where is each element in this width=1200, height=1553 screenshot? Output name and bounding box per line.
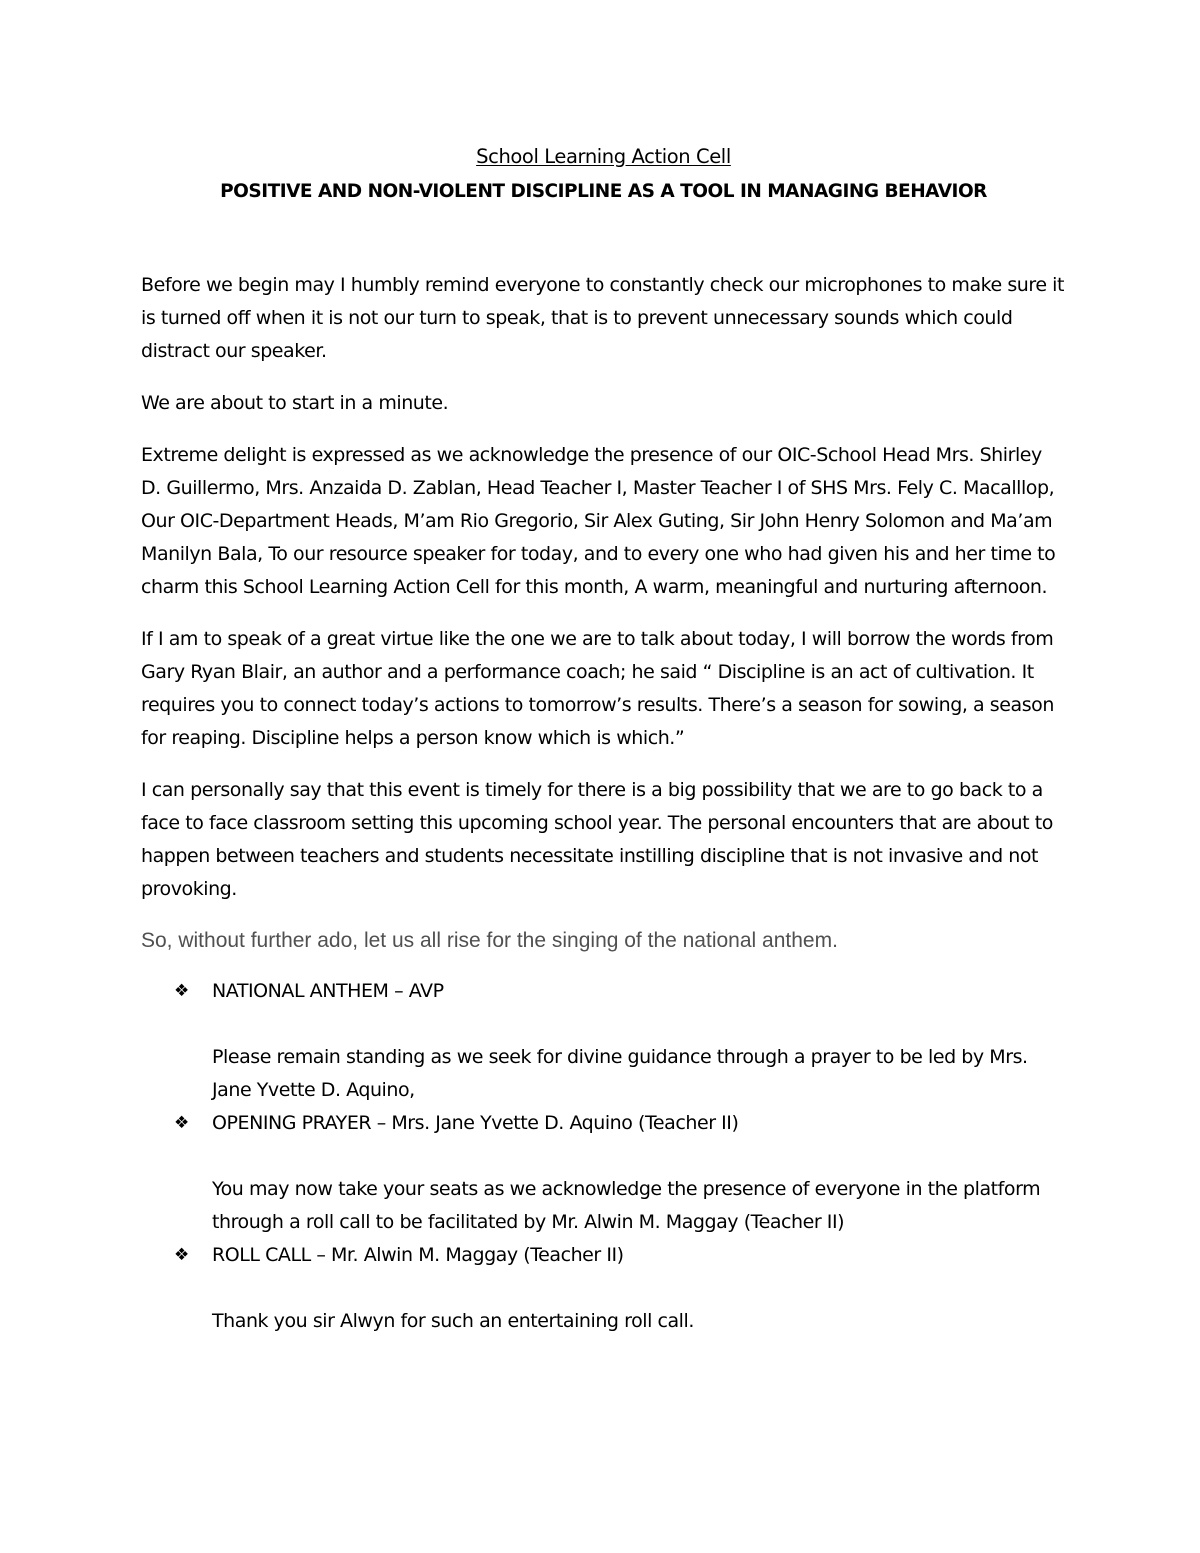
program-item-opening-prayer [141,1107,1066,1140]
program-item-label: ROLL CALL – Mr. Alwin M. Maggay (Teacher II) [212,1244,624,1266]
closing-thanks: Thank you sir Alwyn for such an entertaining roll call. [212,1310,694,1332]
document-subtitle: POSITIVE AND NON-VIOLENT DISCIPLINE AS A TOOL IN MANAGING BEHAVIOR [220,181,987,202]
paragraph-start-notice: We are about to start in a minute. [141,392,449,414]
paragraph-timeliness: I can personally say that this event is timely for there is a big possibility that we are to go back to a face to face classroom setting this upcoming school year. The personal encounters that are about to happen between teachers and students necessitate instilling discipline that is not invasive and not provoking. [141,779,1053,900]
document-title-text: School Learning Action Cell [476,145,731,168]
diamond-bullet-icon: ❖ [174,1245,190,1265]
spacer [141,1008,1066,1041]
program-item-national-anthem [141,975,1066,1008]
prayer-intro: Please remain standing as we seek for divine guidance through a prayer to be led by Mrs. Jane Yvette D. Aquino, [212,1046,1028,1101]
paragraph-quote: If I am to speak of a great virtue like the one we are to talk about today, I will borrow the words from Gary Ryan Blair, an author and a performance coach; he said “ Discipline is an act of cultivation. It requires you to connect today’s actions to tomorrow’s results. There’s a season for sowing, a season for reaping. Discipline helps a person know which is which.” [141,628,1054,749]
paragraph-acknowledgement: Extreme delight is expressed as we acknowledge the presence of our OIC-School Head Mrs. Shirley D. Guillermo, Mrs. Anzaida D. Zablan, Head Teacher I, Master Teacher I of SHS Mrs. Fely C. Macalllop, Our OIC-Department Heads, M’am Rio Gregorio, Sir Alex Guting, Sir John Henry Solomon and Ma’am Manilyn Bala, To our resource speaker for today, and to every one who had given his and her time to charm this School Learning Action Cell for this month, A warm, meaningful and nurturing afternoon. [141,444,1056,598]
anthem-intro: So, without further ado, let us all rise for the singing of the national anthem. [141,929,838,952]
spacer [141,1272,1066,1305]
rollcall-intro: You may now take your seats as we acknowledge the presence of everyone in the platform through a roll call to be facilitated by Mr. Alwin M. Maggay (Teacher II) [212,1178,1041,1233]
document-body [141,143,1066,1338]
diamond-bullet-icon: ❖ [174,981,190,1001]
program-item-label: NATIONAL ANTHEM – AVP [212,980,444,1002]
program-item-label: OPENING PRAYER – Mrs. Jane Yvette D. Aquino (Teacher II) [212,1112,739,1134]
program-item-roll-call [141,1239,1066,1272]
paragraph-microphone-reminder: Before we begin may I humbly remind everyone to constantly check our microphones to make sure it is turned off when it is not our turn to speak, that is to prevent unnecessary sounds which could distract our speaker. [141,274,1064,362]
document-title [141,143,1066,171]
diamond-bullet-icon: ❖ [174,1113,190,1133]
spacer [141,1140,1066,1173]
